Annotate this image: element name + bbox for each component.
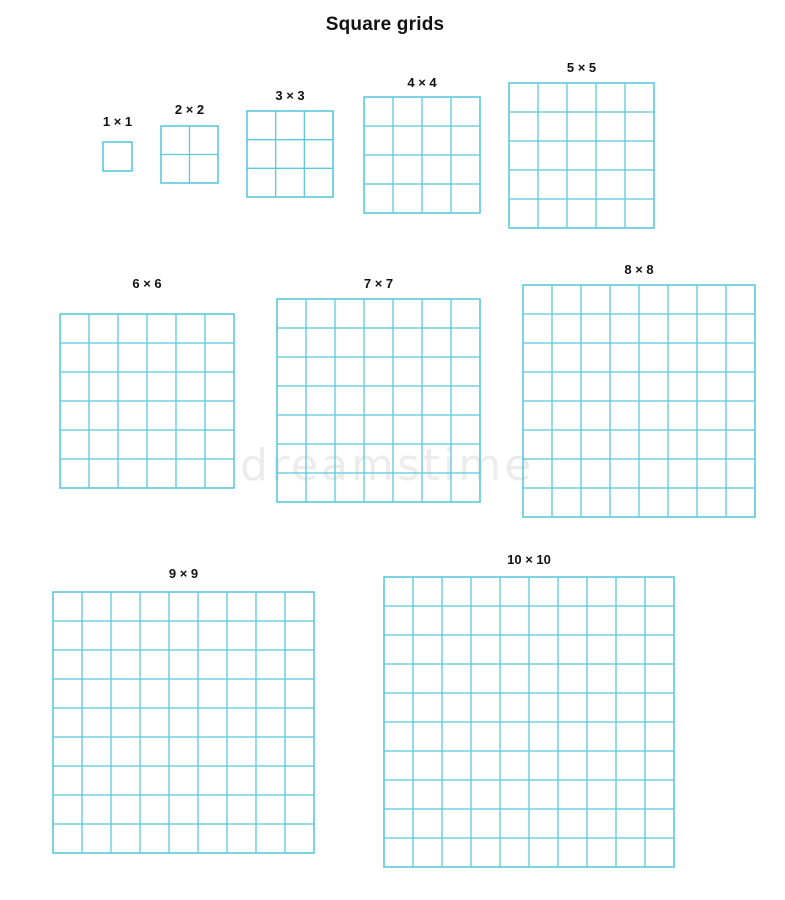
grid-4x4 [364, 75, 480, 213]
grid-label: 1 × 1 [102, 114, 133, 129]
grid-2x2 [161, 102, 218, 183]
grid-5x5 [509, 60, 654, 228]
grid-6x6 [60, 276, 234, 488]
grid-border [277, 299, 480, 502]
grid-label: 6 × 6 [132, 276, 162, 291]
grid-border [53, 592, 314, 853]
page-title: Square grids [325, 14, 445, 35]
grid-1x1 [103, 114, 132, 171]
grid-label: 7 × 7 [363, 276, 394, 291]
grid-8x8 [523, 262, 755, 517]
grid-3x3 [247, 88, 333, 197]
grid-label: 5 × 5 [566, 60, 597, 75]
grid-9x9 [53, 566, 314, 853]
grid-border [103, 142, 132, 171]
watermark-logo: dreamstime [240, 440, 535, 491]
grid-10x10 [384, 552, 674, 867]
grid-border [247, 111, 333, 197]
grid-label: 3 × 3 [275, 88, 305, 103]
grid-label: 8 × 8 [624, 262, 654, 277]
grid-7x7 [277, 276, 480, 502]
grid-border [509, 83, 654, 228]
grid-label: 10 × 10 [507, 552, 551, 567]
grid-label: 9 × 9 [168, 566, 199, 581]
grid-label: 2 × 2 [174, 102, 205, 117]
grid-label: 4 × 4 [407, 75, 437, 90]
